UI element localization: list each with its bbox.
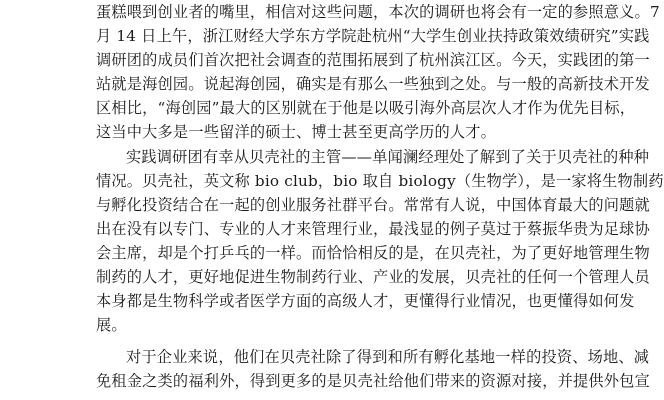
paragraph-line: 会主席，却是个打乒乓的一样。而恰恰相反的是，在贝壳社，为了更好地管理生物 [96,244,650,262]
paragraph-line: 展。 [96,316,127,334]
paragraph-line: 出在没有以专门、专业的人才来管理行业，最浅显的例子莫过于蔡振华贵为足球协 [96,220,650,238]
paragraph-line: 蛋糕喂到创业者的嘴里，相信对这些问题，本次的调研也将会有一定的参照意义。7 [96,3,660,21]
paragraph-line: 月 14 日上午，浙江财经大学东方学院赴杭州“大学生创业扶持政策效绩研究”实践 [96,27,650,45]
paragraph-line: 免租金之类的福利外，得到更多的是贝壳社给他们带来的资源对接，并提供外包宣 [96,372,650,390]
paragraph-line: 区相比，“海创园”最大的区别就在于他是以吸引海外高层次人才作为优先目标， [96,99,636,117]
paragraph-line: 制药的人才，更好地促进生物制药行业、产业的发展，贝壳社的任何一个管理人员 [96,268,650,286]
paragraph-line: 情况。贝壳社，英文称 bio club，bio 取自 biology（生物学），是一家将生物制药 [96,172,664,190]
paragraph-line: 对于企业来说，他们在贝壳社除了得到和所有孵化基地一样的投资、场地、减 [126,348,650,366]
paragraph-line: 与孵化投资结合在一起的创业服务社群平台。常常有人说，中国体育最大的问题就 [96,196,650,214]
paragraph-line: 调研团的成员们首次把社会调查的范围拓展到了杭州滨江区。今天，实践团的第一 [96,51,650,69]
paragraph-line: 本身都是生物科学或者医学方面的高级人才，更懂得行业情况，也更懂得如何发 [96,292,635,310]
paragraph-line: 实践调研团有幸从贝壳社的主管——单闻澜经理处了解到了关于贝壳社的种种 [126,148,650,166]
paragraph-line: 这当中大多是一些留洋的硕士、博士甚至更高学历的人才。 [96,123,497,141]
paragraph-line: 站就是海创园。说起海创园，确实是有那么一些独到之处。与一般的高新技术开发 [96,75,650,93]
